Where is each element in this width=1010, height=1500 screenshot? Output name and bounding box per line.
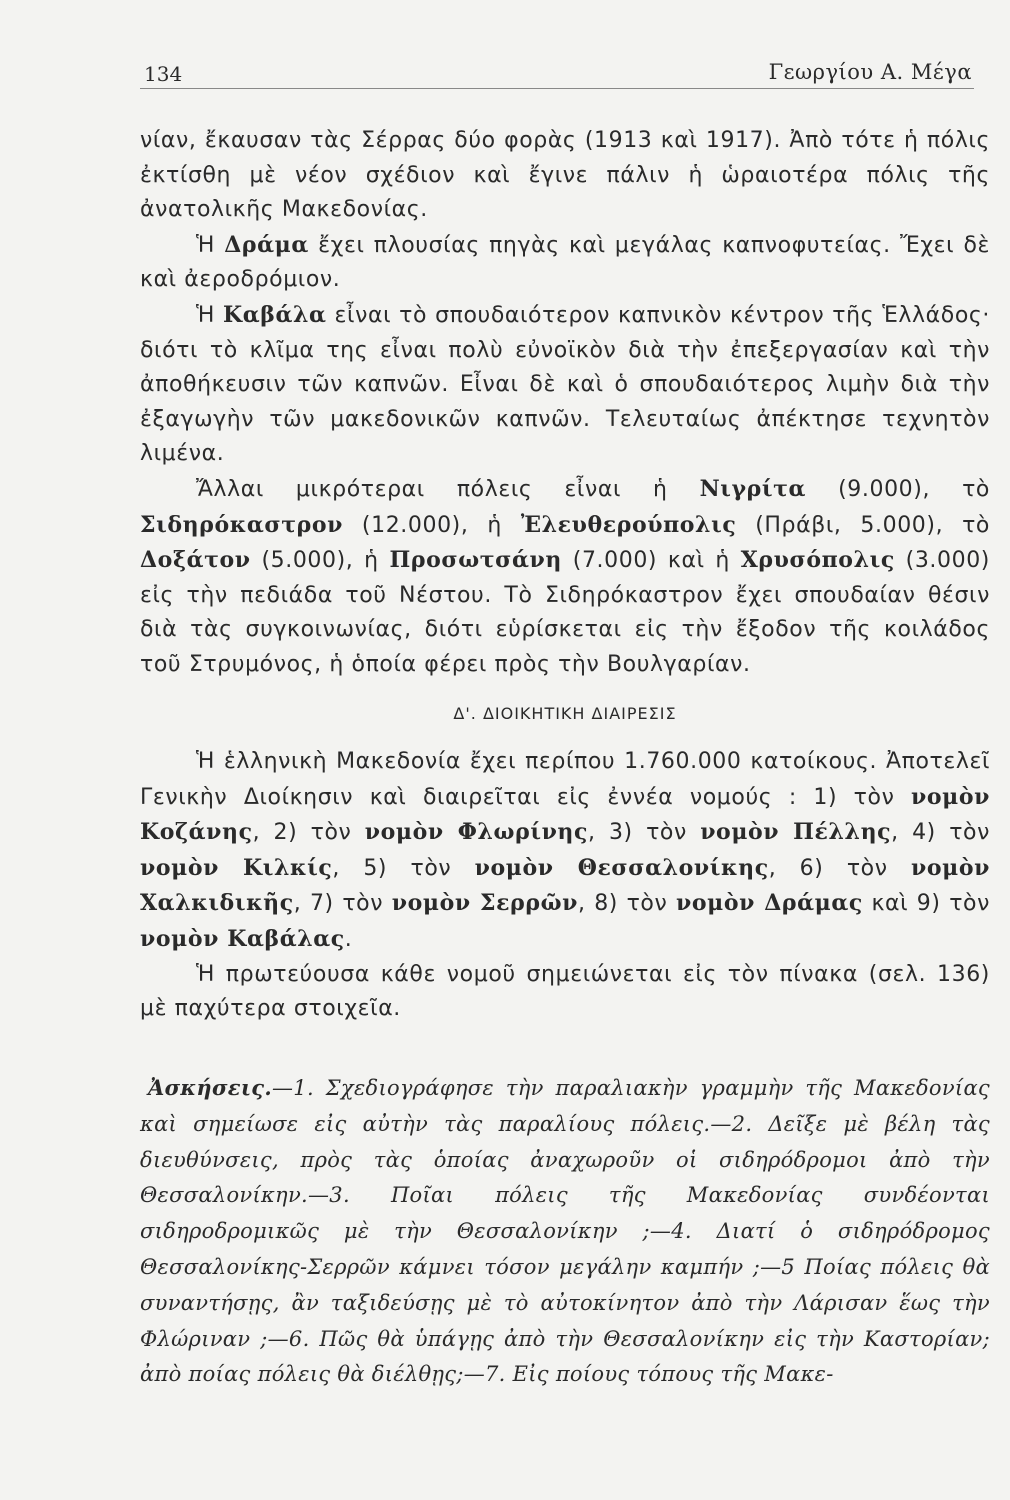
text-run: (7.000) καὶ ἡ (561, 548, 741, 574)
text-run: καὶ 9) τὸν (862, 891, 990, 917)
exercises-text: —1. Σχεδιογράφησε τὴν παραλιακὴν γραμμὴν τῆς Μακεδονίας καὶ σημείωσε εἰς αὐτὴν τὰς παραλίους πόλεις.—2. Δεῖξε μὲ βέλη τὰς διευθύνσεις, πρὸς τὰς ὁποίας ἀναχωροῦν οἱ σιδηρόδρομοι ἀπὸ τὴν Θεσσαλονίκην.—3. Ποῖαι πόλεις τῆς Μακεδονίας συνδέονται σιδηροδρομικῶς μὲ τὴν Θεσσαλονίκην ;—4. Διατί ὁ σιδηρόδρομος Θεσσαλονίκης-Σερρῶν κάμνει τόσον μεγάλην καμπήν ;—5 Ποίας πόλεις θὰ συναντήσῃς, ἂν ταξιδεύσῃς μὲ τὸ αὐτοκίνητον ἀπὸ τὴν Λάρισαν ἕως τὴν Φλώριναν ;—6. Πῶς θὰ ὑπάγῃς ἀπὸ τὴν Θεσσαλονίκην εἰς τὴν Καστορίαν; ἀπὸ ποίας πόλεις θὰ διέλθῃς;—7. Εἰς ποίους τόπους τῆς Μακε- (140, 1076, 990, 1387)
page-number: 134 (144, 62, 183, 86)
text-run: Ἡ (196, 302, 223, 328)
place-name-nigrita: Νιγρίτα (699, 475, 807, 502)
prefecture-chalkidiki: νομὸν Χαλκιδικῆς (140, 854, 990, 917)
place-name-sidirokastro: Σιδηρόκαστρον (140, 511, 343, 538)
text-run: . (344, 927, 353, 953)
place-name-doxato: Δοξάτον (140, 547, 251, 574)
running-title: Γεωργίου Α. Μέγα (768, 60, 972, 84)
subsection-title: Δ'. ΔΙΟΙΚΗΤΙΚΗ ΔΙΑΙΡΕΣΙΣ (453, 703, 677, 723)
text-run: εἶναι τὸ σπουδαιότερον καπνικὸν κέντρον τῆς Ἑλλάδος· διότι τὸ κλῖμα της εἶναι πολὺ εὐνοϊκὸν διὰ τὴν ἐπεξεργασίαν καὶ τὴν ἀποθήκευσιν τῶν καπνῶν. Εἶναι δὲ καὶ ὁ σπουδαιότερος λιμὴν διὰ τὴν ἐξαγωγὴν τῶν μακεδονικῶν καπνῶν. Τελευταίως ἀπέκτησε τεχνητὸν λιμένα. (140, 302, 990, 467)
text-run: ἔχει πλουσίας πηγὰς καὶ μεγάλας καπνοφυτείας. Ἔχει δὲ καὶ ἀεροδρόμιον. (140, 232, 990, 293)
prefecture-florina: νομὸν Φλωρίνης (364, 819, 589, 846)
paragraph-administration (140, 745, 990, 958)
place-name-chrysoupolis: Χρυσόπολις (740, 547, 895, 574)
prefecture-pella: νομὸν Πέλλης (700, 819, 892, 846)
prefecture-drama: νομὸν Δράμας (675, 890, 863, 917)
place-name-drama: Δράμα (224, 231, 309, 258)
paragraph-serres: νίαν, ἔκαυσαν τὰς Σέρρας δύο φορὰς (1913 καὶ 1917). Ἀπὸ τότε ἡ πόλις ἐκτίσθη μὲ νέον σχέδιον καὶ ἔγινε πάλιν ἡ ὡραιοτέρα πόλις τῆς ἀνατολικῆς Μακεδονίας. (140, 128, 990, 223)
text-run: , 6) τὸν (768, 855, 912, 881)
place-name-kavala: Καβάλα (223, 301, 327, 328)
text-run: , 2) τὸν (252, 820, 365, 846)
prefecture-kozani: νομὸν Κοζάνης (140, 783, 990, 846)
paragraph-kavala (140, 298, 990, 472)
text-run: , 4) τὸν (891, 820, 990, 846)
prefecture-thessaloniki: νομὸν Θεσσαλονίκης (474, 854, 769, 881)
place-name-eleftheroupolis: Ἐλευθερούπολις (520, 511, 737, 538)
main-text (140, 124, 990, 1027)
text-run: (12.000), ἡ (343, 512, 521, 538)
exercises-block (140, 1070, 990, 1393)
text-run: Ἄλλαι μικρότεραι πόλεις εἶναι ἡ (196, 476, 700, 502)
text-run: , 8) τὸν (578, 891, 676, 917)
text-run: Ἡ (196, 232, 225, 258)
paragraph-drama (140, 228, 990, 298)
text-run: , 3) τὸν (588, 820, 701, 846)
prefecture-serres: νομὸν Σερρῶν (391, 890, 578, 917)
text-run: , 7) τὸν (293, 891, 392, 917)
prefecture-kilkis: νομὸν Κιλκίς (140, 854, 333, 881)
place-name-prosotsani: Προσωτσάνη (389, 547, 562, 574)
paragraph-capitals-note: Ἡ πρωτεύουσα κάθε νομοῦ σημειώνεται εἰς τὸν πίνακα (σελ. 136) μὲ παχύτερα στοιχεῖα. (140, 961, 990, 1022)
text-run: Ἡ ἑλληνικὴ Μακεδονία ἔχει περίπου 1.760.000 κατοίκους. Ἀποτελεῖ Γενικὴν Διοίκησιν καὶ διαιρεῖται εἰς ἐννέα νομούς : 1) τὸν (140, 749, 990, 810)
text-run: (3.000) εἰς τὴν πεδιάδα τοῦ Νέστου. Τὸ Σιδηρόκαστρον ἔχει σπουδαίαν θέσιν διὰ τὰς συγκοινωνίας, διότι εὑρίσκεται εἰς τὴν ἔξοδον τῆς κοιλάδος τοῦ Στρυμόνος, ἡ ὁποία φέρει πρὸς τὴν Βουλγαρίαν. (140, 548, 990, 677)
exercises-label: Ἀσκήσεις. (148, 1075, 272, 1100)
text-run: (Πράβι, 5.000), τὸ (736, 512, 990, 538)
text-run: (9.000), τὸ (806, 476, 990, 502)
text-run: , 5) τὸν (332, 855, 475, 881)
text-run: (5.000), ἡ (250, 548, 390, 574)
prefecture-kavala: νομὸν Καβάλας (140, 926, 345, 953)
paragraph-small-towns (140, 472, 990, 683)
page-header (140, 52, 974, 89)
